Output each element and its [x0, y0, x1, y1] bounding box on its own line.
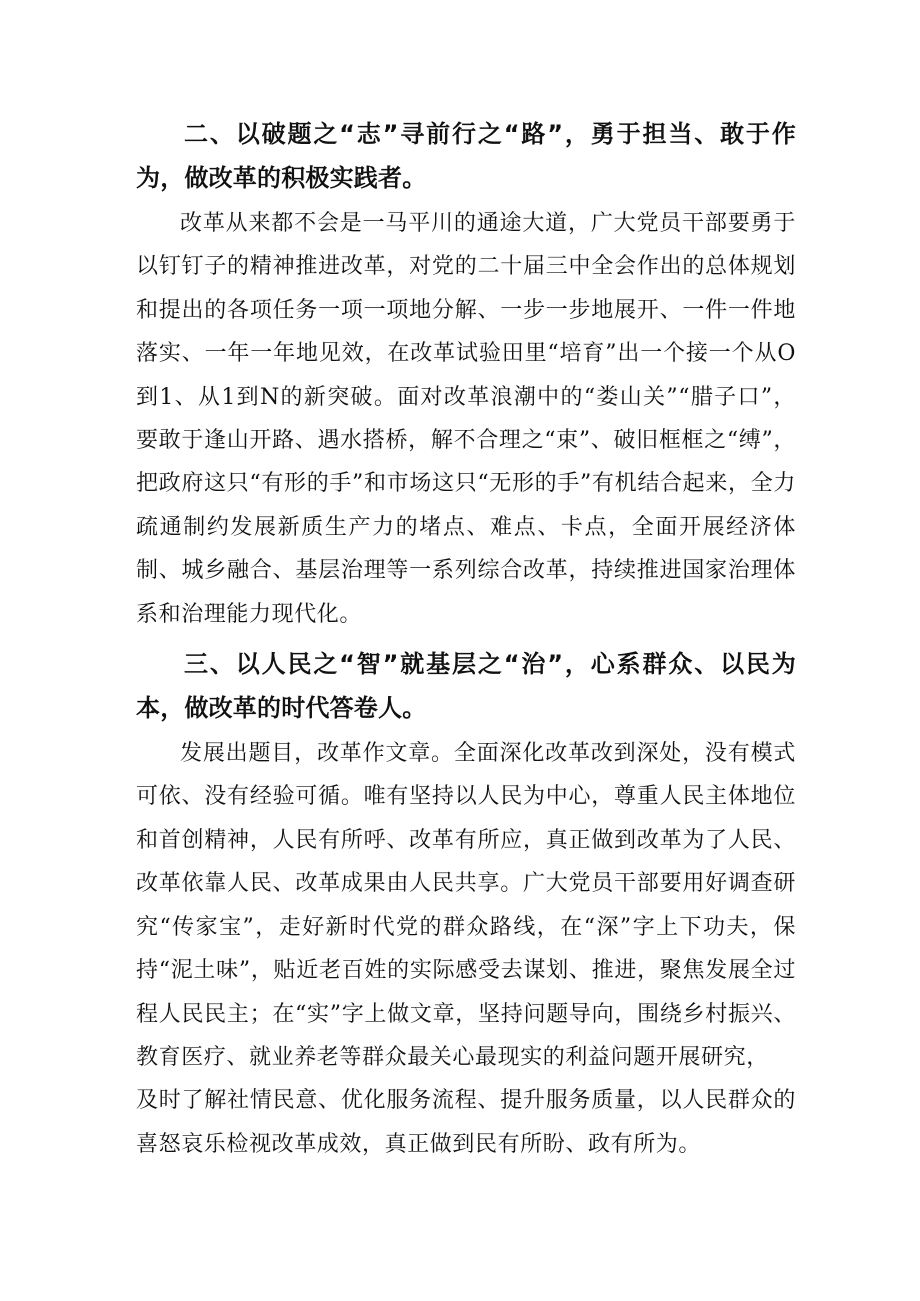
- document-page: [136, 112, 796, 1166]
- section-heading-2: 二、以破题之“志”寻前行之“路”，勇于担当、敢于作为，做改革的积极实践者。: [136, 120, 796, 192]
- section-paragraph-2: 改革从来都不会是一马平川的通途大道，广大党员干部要勇于以钉钉子的精神推进改革，对党的二十届三中全会作出的总体规划和提出的各项任务一项一项地分解、一步一步地展开、一件一件地落实、一年一年地见效，在改革试验田里“培育”出一个接一个从O到1、从1到N的新突破。面对改革浪潮中的“娄山关”“腊子口”，要敢于逢山开路、遇水搭桥，解不合理之“束”、破旧框框之“缚”，把政府这只“有形的手”和市场这只“无形的手”有机结合起来，全力疏通制约发展新质生产力的堵点、难点、卡点，全面开展经济体制、城乡融合、基层治理等一系列综合改革，持续推进国家治理体系和治理能力现代化。: [136, 211, 796, 627]
- section-paragraph-3-continued: 及时了解社情民意、优化服务流程、提升服务质量，以人民群众的喜怒哀乐检视改革成效，真正做到民有所盼、政有所为。: [136, 1088, 796, 1157]
- section-paragraph-3: 发展出题目，改革作文章。全面深化改革改到深处，没有模式可依、没有经验可循。唯有坚持以人民为中心，尊重人民主体地位和首创精神，人民有所呼、改革有所应，真正做到改革为了人民、改革依靠人民、改革成果由人民共享。广大党员干部要用好调查研究“传家宝”，走好新时代党的群众路线，在“深”字上下功夫，保持“泥土味”，贴近老百姓的实际感受去谋划、推进，聚焦发展全过程人民民主；在“实”字上做文章，坚持问题导向，围绕乡村振兴、教育医疗、就业养老等群众最关心最现实的利益问题开展研究，: [136, 741, 796, 1070]
- section-heading-3: 三、以人民之“智”就基层之“治”，心系群众、以民为本，做改革的时代答卷人。: [136, 650, 796, 723]
